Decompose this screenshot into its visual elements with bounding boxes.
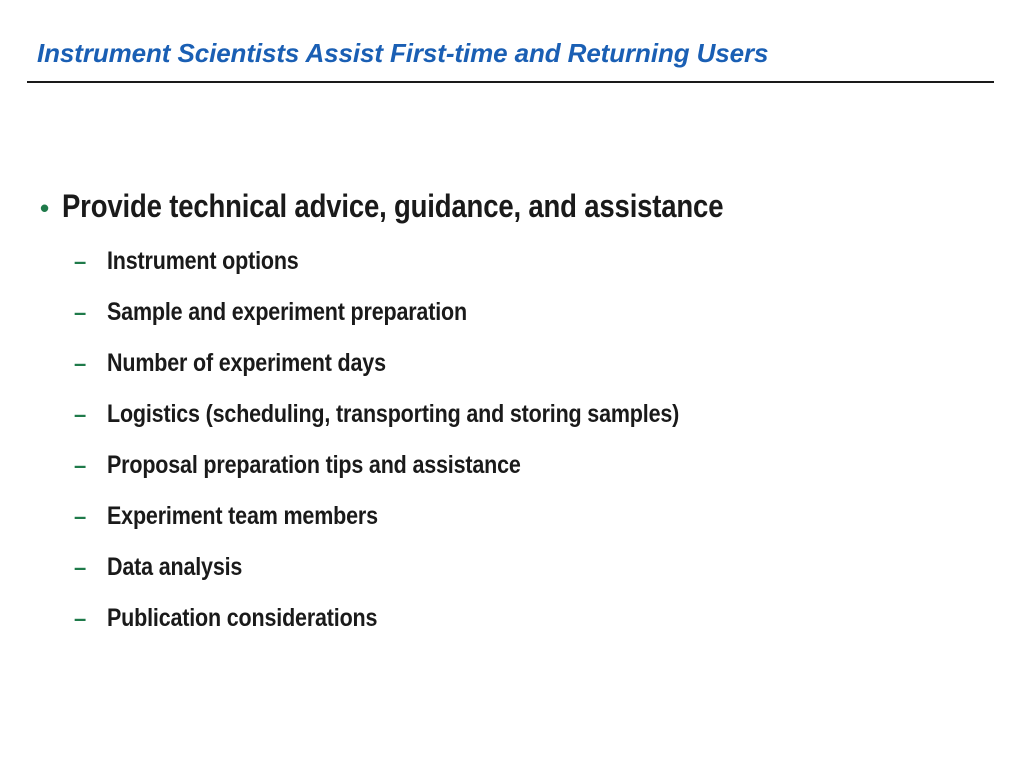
sub-bullet-item [74, 451, 772, 502]
sub-bullet-text: Sample and experiment preparation [107, 298, 467, 326]
dash-icon: – [74, 300, 87, 325]
sub-bullet-text: Instrument options [107, 247, 299, 275]
dash-icon: – [74, 402, 87, 427]
main-bullet-text: Provide technical advice, guidance, and assistance [62, 188, 724, 224]
sub-bullet-text: Proposal preparation tips and assistance [107, 451, 521, 479]
title-divider [27, 81, 994, 83]
dash-icon: – [74, 606, 87, 631]
sub-bullet-list [74, 247, 772, 655]
dash-icon: – [74, 351, 87, 376]
sub-bullet-item [74, 298, 772, 349]
bullet-icon: • [40, 193, 50, 223]
sub-bullet-item [74, 247, 772, 298]
main-bullet [40, 188, 831, 225]
sub-bullet-item [74, 349, 772, 400]
sub-bullet-item [74, 502, 772, 553]
dash-icon: – [74, 249, 87, 274]
dash-icon: – [74, 504, 87, 529]
sub-bullet-text: Data analysis [107, 553, 243, 581]
sub-bullet-text: Experiment team members [107, 502, 378, 530]
slide-title: Instrument Scientists Assist First-time and Returning Users [37, 38, 769, 68]
dash-icon: – [74, 555, 87, 580]
sub-bullet-item [74, 604, 772, 655]
sub-bullet-text: Number of experiment days [107, 349, 386, 377]
dash-icon: – [74, 453, 87, 478]
sub-bullet-text: Publication considerations [107, 604, 378, 632]
sub-bullet-item [74, 400, 772, 451]
sub-bullet-item [74, 553, 772, 604]
sub-bullet-text: Logistics (scheduling, transporting and storing samples) [107, 400, 680, 428]
